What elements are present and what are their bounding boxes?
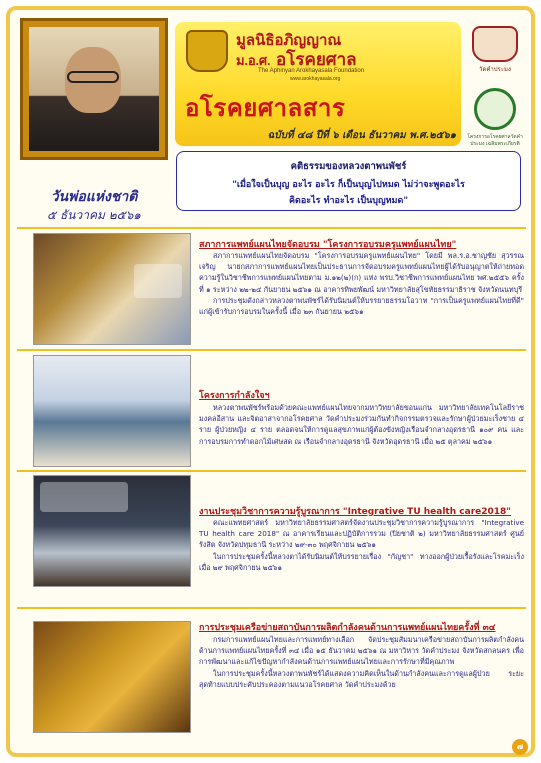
foundation-name-en: The Aphinyan Arokhayasala Foundation	[258, 68, 365, 74]
article-2-title: โครงการกำลังใจฯ	[199, 391, 270, 401]
article-1-body	[199, 250, 524, 317]
page-number: ๗	[512, 739, 528, 755]
article-3-paragraph: ในการประชุมครั้งนี้หลวงตาได้รับนิมนต์ให้บรรยายเรื่อง "กัญชา" ทางออกผู้ป่วยเรื้อรังและโรคมะเร็ง เมื่อ ๒๙ พฤศจิกายน ๒๕๖๑	[199, 551, 524, 572]
project-logo-label: โครงการอโรคยศาลวัดคำประมง เฉลิมพระเกียรติ	[467, 134, 523, 147]
banner-in-photo	[134, 264, 182, 298]
foundation-crest-icon	[186, 30, 228, 72]
king-portrait	[29, 27, 159, 151]
dharma-title: คติธรรมของหลวงตาพนพัชร์	[290, 161, 407, 172]
screen-in-photo	[40, 482, 128, 512]
fathers-day-date: ๕ ธันวาคม ๒๕๖๑	[47, 208, 141, 222]
article-2-photo	[33, 355, 191, 467]
section-divider	[17, 607, 526, 609]
article-4-photo	[33, 621, 191, 733]
article-4-paragraph: ในการประชุมครั้งนี้หลวงตาพนพัชร์ได้แสดงความคิดเห็นในด้านกำลังคนและการดูแลผู้ป่วย ระยะสุดท้ายแบบประคับประคองตามแนวอโรคยศาล วัดคำประมงด้วย	[199, 668, 524, 689]
dharma-quote-line1: "เมื่อใจเป็นบุญ อะไร อะไร ก็เป็นบุญไปหมด ไม่ว่าจะพูดอะไร	[232, 180, 465, 190]
portrait-glasses	[67, 71, 119, 83]
foundation-url: www.arokhayasala.org	[290, 76, 341, 82]
section-divider	[17, 349, 526, 351]
foundation-prefix: ม.อ.ศ.	[236, 53, 271, 68]
article-4-body	[199, 634, 524, 690]
article-3-photo	[33, 475, 191, 587]
article-3-body	[199, 517, 524, 573]
article-2-paragraph: หลวงตาพนพัชร์พร้อมด้วยคณะแพทย์แผนไทยจากมหาวิทยาลัยขอนแก่น มหาวิทยาลัยเทคโนโลยีราชมงคลอีสาน และจิตอาสาจากอโรคยศาล วัดคำประมงร่วมกันทำกิจกรรมตรวจและรักษาผู้ป่วยมะเร็งชาย ๔ ราย ผู้ป่วยหญิง ๔ ราย ตลอดจนให้การดูแลสุขภาพแก่ผู้ต้องขังหญิงเรือนจำกลางอุดรธานี ๑๐๙ คน และการอบรมการทำดอกไม้เศษสด ณ เรือนจำกลางอุดรธานี จังหวัดอุดรธานี เมื่อ ๒๕ ตุลาคม ๒๕๖๑	[199, 403, 524, 446]
section-divider	[17, 227, 526, 229]
article-4-paragraph: กรมการแพทย์แผนไทยและการแพทย์ทางเลือก จัดประชุมสัมมนาเครือข่ายสถาบันการผลิตกำลังคนด้านการแพทย์แผนไทยครั้งที่ ๓๔ เมื่อ ๑๕ ธันวาคม ๒๕๖๑ ณ มหาวิหาร วัดคำประมง จังหวัดสกลนคร เพื่อการพัฒนาและแก้ไขปัญหากำลังคนด้านการแพทย์แผนไทยและการรักษาที่มีคุณภาพ	[199, 635, 524, 667]
article-1-paragraph: สภาการแพทย์แผนไทยจัดอบรม "โครงการอบรมครูแพทย์แผนไทย" โดยมี พล.ร.อ.ชาญชัย สุวรรณเจริญ นายกสภาการแพทย์แผนไทยเป็นประธานการจัดอบรมครูแพทย์แผนไทยผู้ได้รับอนุญาตให้ถ่ายทอดความรู้ในวิชาชีพการแพทย์แผนไทยตาม ม.๑๒(๒)(ก) แห่ง พรบ.วิชาชีพการแพทย์แผนไทย พศ.๒๕๕๖ ครั้งที่ ๑ ระหว่าง ๒๒-๒๔ กันยายน ๒๕๖๑ ณ อาคารทิพยพัฒน์ มหาวิทยาลัยสุโขทัยธรรมาธิราช จังหวัดนนทบุรี	[199, 251, 524, 294]
article-4-title: การประชุมเครือข่ายสถาบันการผลิตกำลังคนด้านการแพทย์แผนไทยครั้งที่ ๓๔	[199, 623, 496, 633]
foundation-name-line2: อโรคยศาล	[276, 50, 357, 69]
temple-logo-icon	[472, 26, 518, 62]
king-portrait-frame	[20, 18, 168, 160]
article-1-photo	[33, 233, 191, 345]
article-3-paragraph: คณะแพทยศาสตร์ มหาวิทยาลัยธรรมศาสตร์จัดงานประชุมวิชาการความรู้บูรณาการ "Integrative TU health care 2018" ณ อาคารเรียนและปฏิบัติการรวม (ปิยชาติ ๒) มหาวิทยาลัยธรรมศาสตร์ ศูนย์รังสิต จังหวัดปทุมธานี ระหว่าง ๒๙-๓๐ พฤศจิกายน ๒๕๖๑	[199, 518, 524, 550]
article-3-title: งานประชุมวิชาการความรู้บูรณาการ "Integrative TU health care2018"	[199, 507, 511, 517]
issue-line: ฉบับที่ ๔๘ ปีที่ ๖ เดือน ธันวาคม พ.ศ.๒๕๖๑	[267, 130, 456, 141]
article-1-title: สภาการแพทย์แผนไทยจัดอบรม "โครงการอบรมครูแพทย์แผนไทย"	[199, 240, 457, 250]
article-1-paragraph: การประชุมดังกล่าวหลวงตาพนพัชร์ได้รับนิมนต์ให้บรรยายธรรมโอวาท "การเป็นครูแพทย์แผนไทยที่ดี" แก่ผู้เข้ารับการอบรมในครั้งนี้ เมื่อ ๒๓ กันยายน ๒๕๖๑	[199, 295, 524, 317]
temple-logo-label: วัดคำประมง	[479, 66, 511, 73]
section-divider	[17, 470, 526, 472]
journal-title: อโรคยศาลสาร	[185, 93, 346, 122]
article-2-body	[199, 402, 524, 447]
project-logo-icon	[474, 88, 516, 130]
foundation-name-line1: มูลนิธิอภิญญาณ	[236, 33, 342, 49]
fathers-day-title: วันพ่อแห่งชาติ	[50, 189, 138, 205]
dharma-quote-line2: คิดอะไร ทำอะไร เป็นบุญหมด"	[288, 196, 409, 206]
